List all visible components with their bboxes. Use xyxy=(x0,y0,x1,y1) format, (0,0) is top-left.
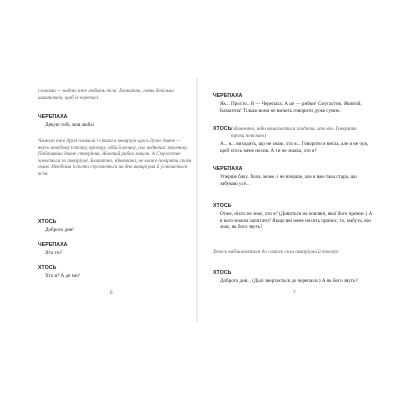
page-number: 6 xyxy=(110,291,113,296)
speaker-name: ЧЕРЕПАХА xyxy=(213,93,243,99)
right-page xyxy=(213,80,373,320)
speaker-name: ХТОСЬ xyxy=(38,219,57,225)
speaker-name: ЧЕРЕПАХА xyxy=(38,114,68,120)
dialogue-line: Хто ти? xyxy=(45,250,62,256)
dialogue-line: Дякую тобі, моя люба! xyxy=(45,122,95,128)
dialogue-line: Уперше бачу. Хоча, може, і не вперше, але я вже така стара, що забуваю усе... xyxy=(220,174,357,187)
speaker-name: ХТОСЬ xyxy=(38,265,57,271)
dialogue-line: А... я... виходить, що не знаю, хто я... Говорити я вміла, але я не чув, щоб хтось мене носив. А ти не знаєш, хто я? xyxy=(220,141,369,154)
speaker-name: ХТОСЬ xyxy=(213,126,232,132)
speaker-name: ЧЕРЕПАХА xyxy=(213,166,243,172)
speaker-name: ХТОСЬ xyxy=(213,203,232,209)
stage-direction: словами — надто вже любить пісні. Блакитна, глянь декілька шматочків, щоб їх черепасі. xyxy=(38,88,174,101)
stage-direction: Чимало вже друзі плакали і сіпали в акваріум щось дуже дивне — якусь невідому істоту, прозору, ніби й велику, але водночас маленьку. Побачивши дивне створіння, Жовтий рибки завили. А Смугастик ховається за акваріумі. Блакитна, здивована, не може повірити своїм очам. Невідома істота спускається на дно акваріума й усміхається всім. xyxy=(38,138,192,177)
page-number: 7 xyxy=(293,291,296,296)
speaker-name: ХТОСЬ xyxy=(213,270,232,276)
dialogue-line: Отже, ніхто не знає, хто я? (Дивиться на човляні, якої його принис.) А в кого можна запитати? Якщо вві мене носить принис, то, мабуть, він знає, як його звуть? xyxy=(220,211,373,231)
speaker-name: ЧЕРЕПАХА xyxy=(38,242,68,248)
dialogue-line: Хто я? А де ми? xyxy=(45,273,80,279)
stage-direction: Хтось наближається до самого скла акваріума й показує. xyxy=(213,249,340,255)
dialogue-line: Доброго дня... (Далі звертається до черепахи.) А як його звуть? xyxy=(220,278,358,284)
left-page xyxy=(38,80,192,320)
dialogue-line: Доброго дня! xyxy=(45,227,74,233)
dialogue-line: Як... Просто.. Я — Черепаха. А це — рибки! Смугастик, Жовтий, Блакитна! Тільки вони не вміють говорити дуже сумно. xyxy=(220,101,362,114)
book-gutter xyxy=(196,78,198,322)
stage-direction: (здивовано, ніби намагається згадати, хто він. Говорити трохи повільно) xyxy=(231,126,357,139)
